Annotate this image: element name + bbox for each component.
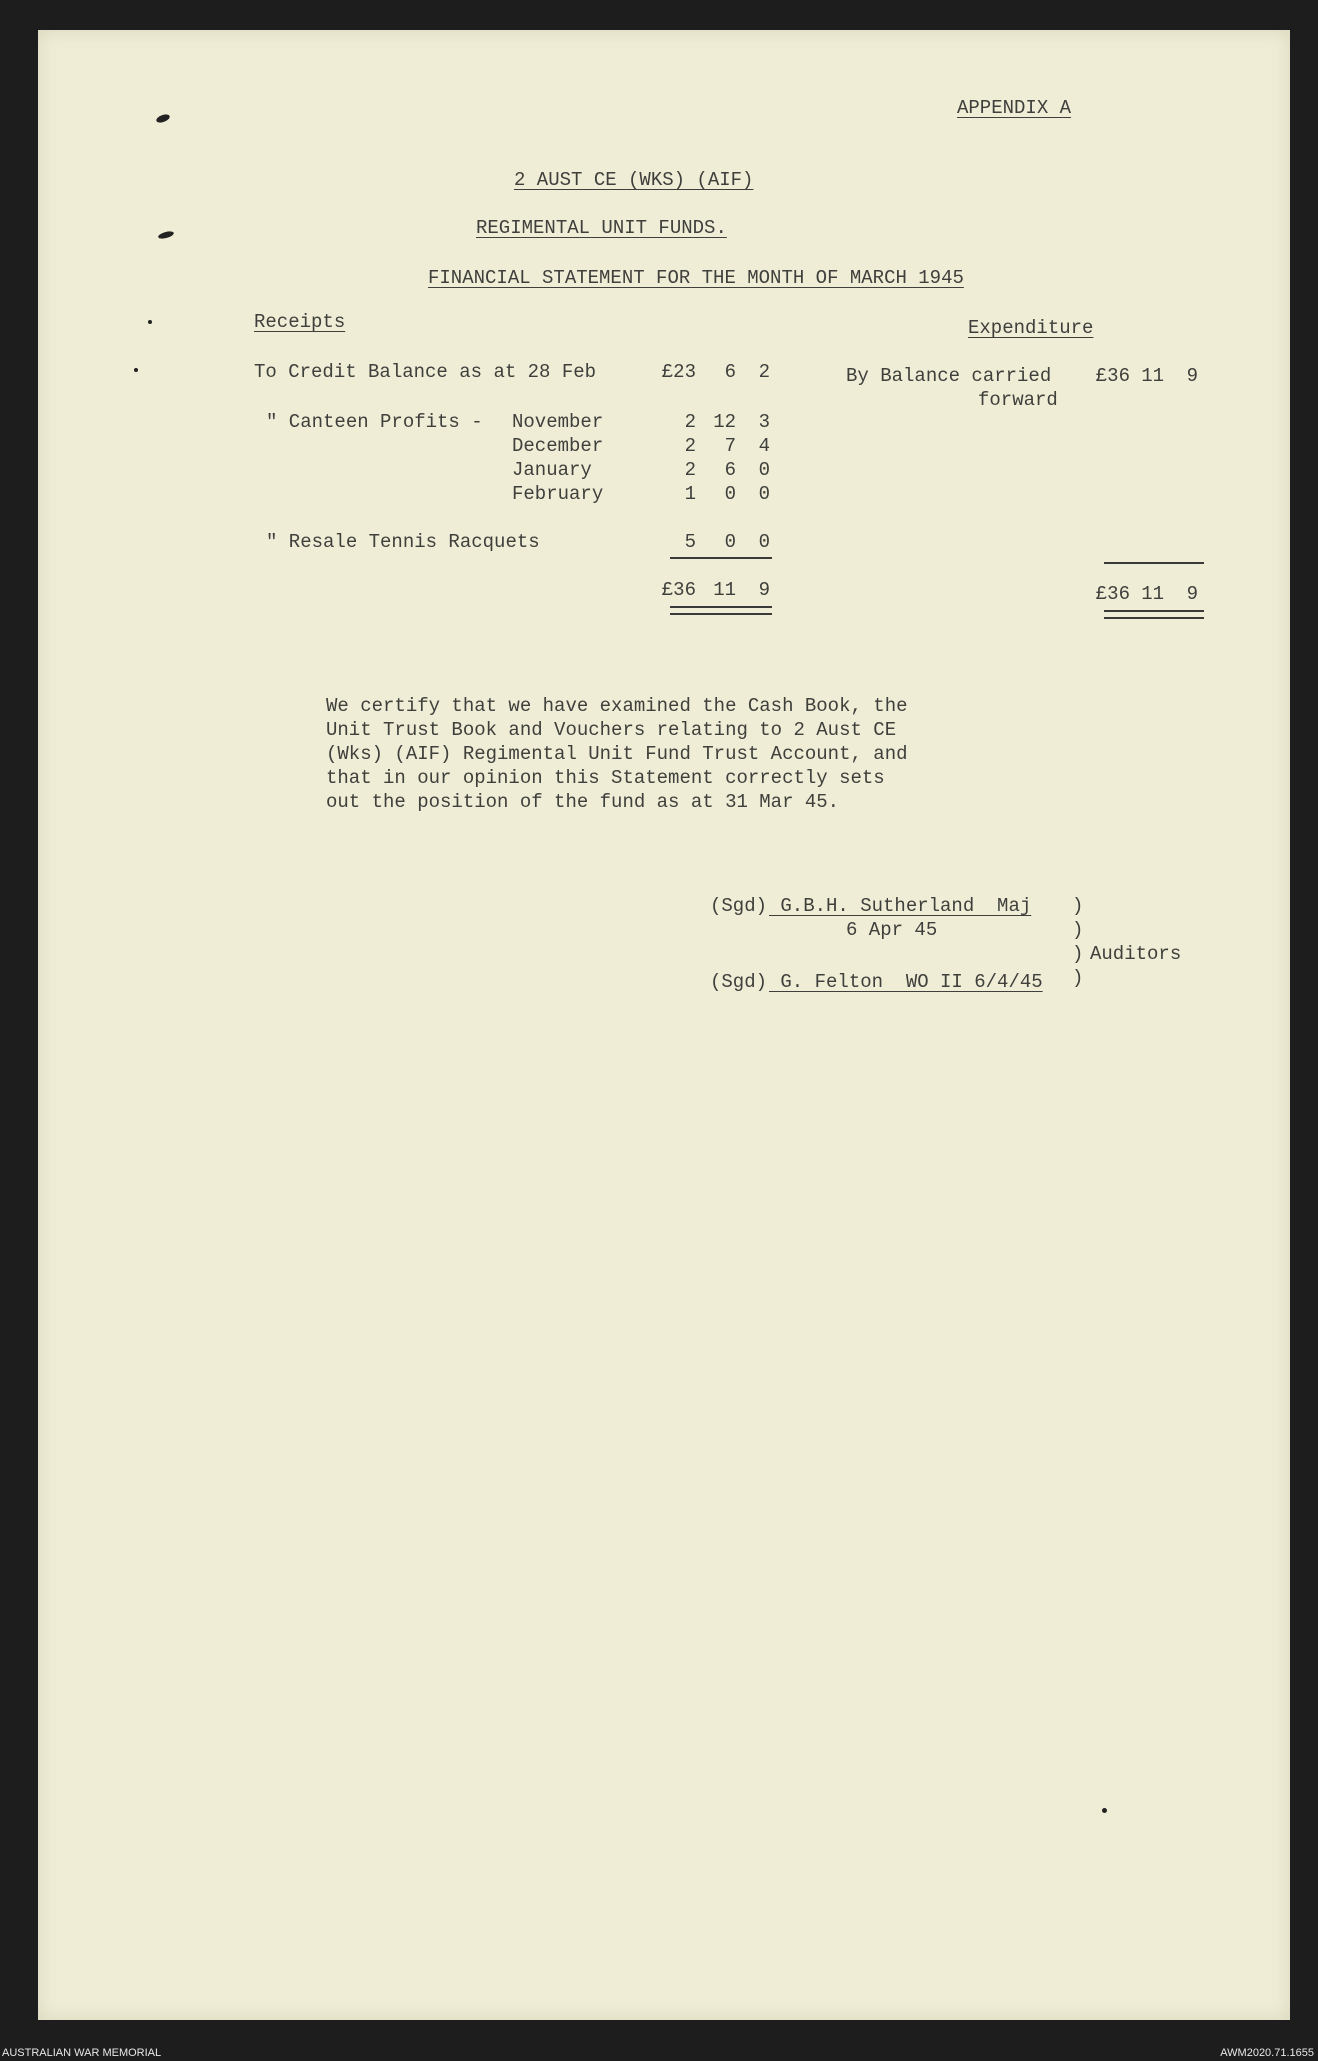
month-pence: 0 bbox=[758, 459, 770, 481]
footer-right: AWM2020.71.1655 bbox=[1220, 2047, 1314, 2059]
fund-title: REGIMENTAL UNIT FUNDS. bbox=[476, 217, 727, 239]
month-shillings: 7 bbox=[724, 435, 736, 457]
month-label: January bbox=[512, 459, 592, 481]
signature-1-name: G.B.H. Sutherland Maj bbox=[769, 895, 1032, 917]
expenditure-total-pence: 9 bbox=[1186, 583, 1198, 605]
month-label: November bbox=[512, 411, 604, 433]
month-pounds: 2 bbox=[684, 411, 696, 433]
resale-pounds: 5 bbox=[684, 531, 696, 553]
certification-line: Unit Trust Book and Vouchers relating to 2 Aust CE bbox=[326, 719, 897, 741]
certification-line: (Wks) (AIF) Regimental Unit Fund Trust Account, and bbox=[326, 743, 908, 765]
expenditure-line2: forward bbox=[978, 389, 1058, 411]
receipts-total-pounds: £36 bbox=[661, 579, 696, 601]
paper-mark bbox=[1102, 1808, 1107, 1813]
paper-mark bbox=[157, 230, 174, 240]
month-pounds: 2 bbox=[684, 459, 696, 481]
signature-2-name: G. Felton WO II 6/4/45 bbox=[769, 971, 1043, 993]
month-label: February bbox=[512, 483, 604, 505]
paper-mark bbox=[148, 320, 152, 324]
credit-balance-label: To Credit Balance as at 28 Feb bbox=[254, 361, 597, 383]
bracket: ) bbox=[1072, 967, 1084, 989]
credit-pence: 2 bbox=[758, 361, 770, 383]
expenditure-heading: Expenditure bbox=[968, 317, 1094, 339]
statement-title: FINANCIAL STATEMENT FOR THE MONTH OF MARCH 1945 bbox=[428, 267, 964, 289]
receipts-heading: Receipts bbox=[254, 311, 346, 333]
month-shillings: 12 bbox=[713, 411, 736, 433]
month-shillings: 0 bbox=[724, 483, 736, 505]
auditors-label: Auditors bbox=[1090, 943, 1182, 965]
paper-mark bbox=[134, 368, 138, 372]
footer-left: AUSTRALIAN WAR MEMORIAL bbox=[2, 2047, 162, 2059]
expenditure-pounds: £36 bbox=[1095, 365, 1130, 387]
bracket: ) bbox=[1072, 943, 1084, 965]
month-label: December bbox=[512, 435, 604, 457]
certification-line: out the position of the fund as at 31 Mar 45. bbox=[326, 791, 840, 813]
month-pounds: 1 bbox=[684, 483, 696, 505]
bracket: ) bbox=[1072, 919, 1084, 941]
receipts-total-rule bbox=[670, 613, 772, 615]
unit-title: 2 AUST CE (WKS) (AIF) bbox=[514, 169, 754, 191]
month-pence: 3 bbox=[758, 411, 770, 433]
paper-mark bbox=[155, 113, 171, 124]
resale-tennis-label: " Resale Tennis Racquets bbox=[266, 531, 540, 553]
expenditure-total-rule bbox=[1104, 610, 1204, 612]
credit-shillings: 6 bbox=[724, 361, 736, 383]
appendix-label: APPENDIX A bbox=[957, 97, 1072, 119]
expenditure-total-pounds: £36 bbox=[1095, 583, 1130, 605]
receipts-total-shillings: 11 bbox=[713, 579, 736, 601]
certification-line: We certify that we have examined the Cash Book, the bbox=[326, 695, 908, 717]
receipts-subtotal-rule bbox=[670, 557, 772, 559]
document-page bbox=[38, 30, 1290, 2020]
expenditure-total-shillings: 11 bbox=[1141, 583, 1164, 605]
receipts-total-rule bbox=[670, 606, 772, 608]
expenditure-total-rule bbox=[1104, 617, 1204, 619]
bracket: ) bbox=[1072, 895, 1084, 917]
expenditure-shillings: 11 bbox=[1141, 365, 1164, 387]
resale-pence: 0 bbox=[758, 531, 770, 553]
expenditure-subtotal-rule bbox=[1104, 562, 1204, 564]
signature-1-prefix: (Sgd) bbox=[710, 895, 768, 917]
month-pence: 0 bbox=[758, 483, 770, 505]
month-pounds: 2 bbox=[684, 435, 696, 457]
receipts-total-pence: 9 bbox=[758, 579, 770, 601]
expenditure-line1: By Balance carried bbox=[846, 365, 1052, 387]
resale-shillings: 0 bbox=[724, 531, 736, 553]
certification-line: that in our opinion this Statement correctly sets bbox=[326, 767, 885, 789]
expenditure-pence: 9 bbox=[1186, 365, 1198, 387]
signature-1-date: 6 Apr 45 bbox=[846, 919, 938, 941]
month-shillings: 6 bbox=[724, 459, 736, 481]
credit-pounds: £23 bbox=[661, 361, 696, 383]
signature-2-prefix: (Sgd) bbox=[710, 971, 768, 993]
canteen-profits-label: " Canteen Profits - bbox=[266, 411, 483, 433]
month-pence: 4 bbox=[758, 435, 770, 457]
